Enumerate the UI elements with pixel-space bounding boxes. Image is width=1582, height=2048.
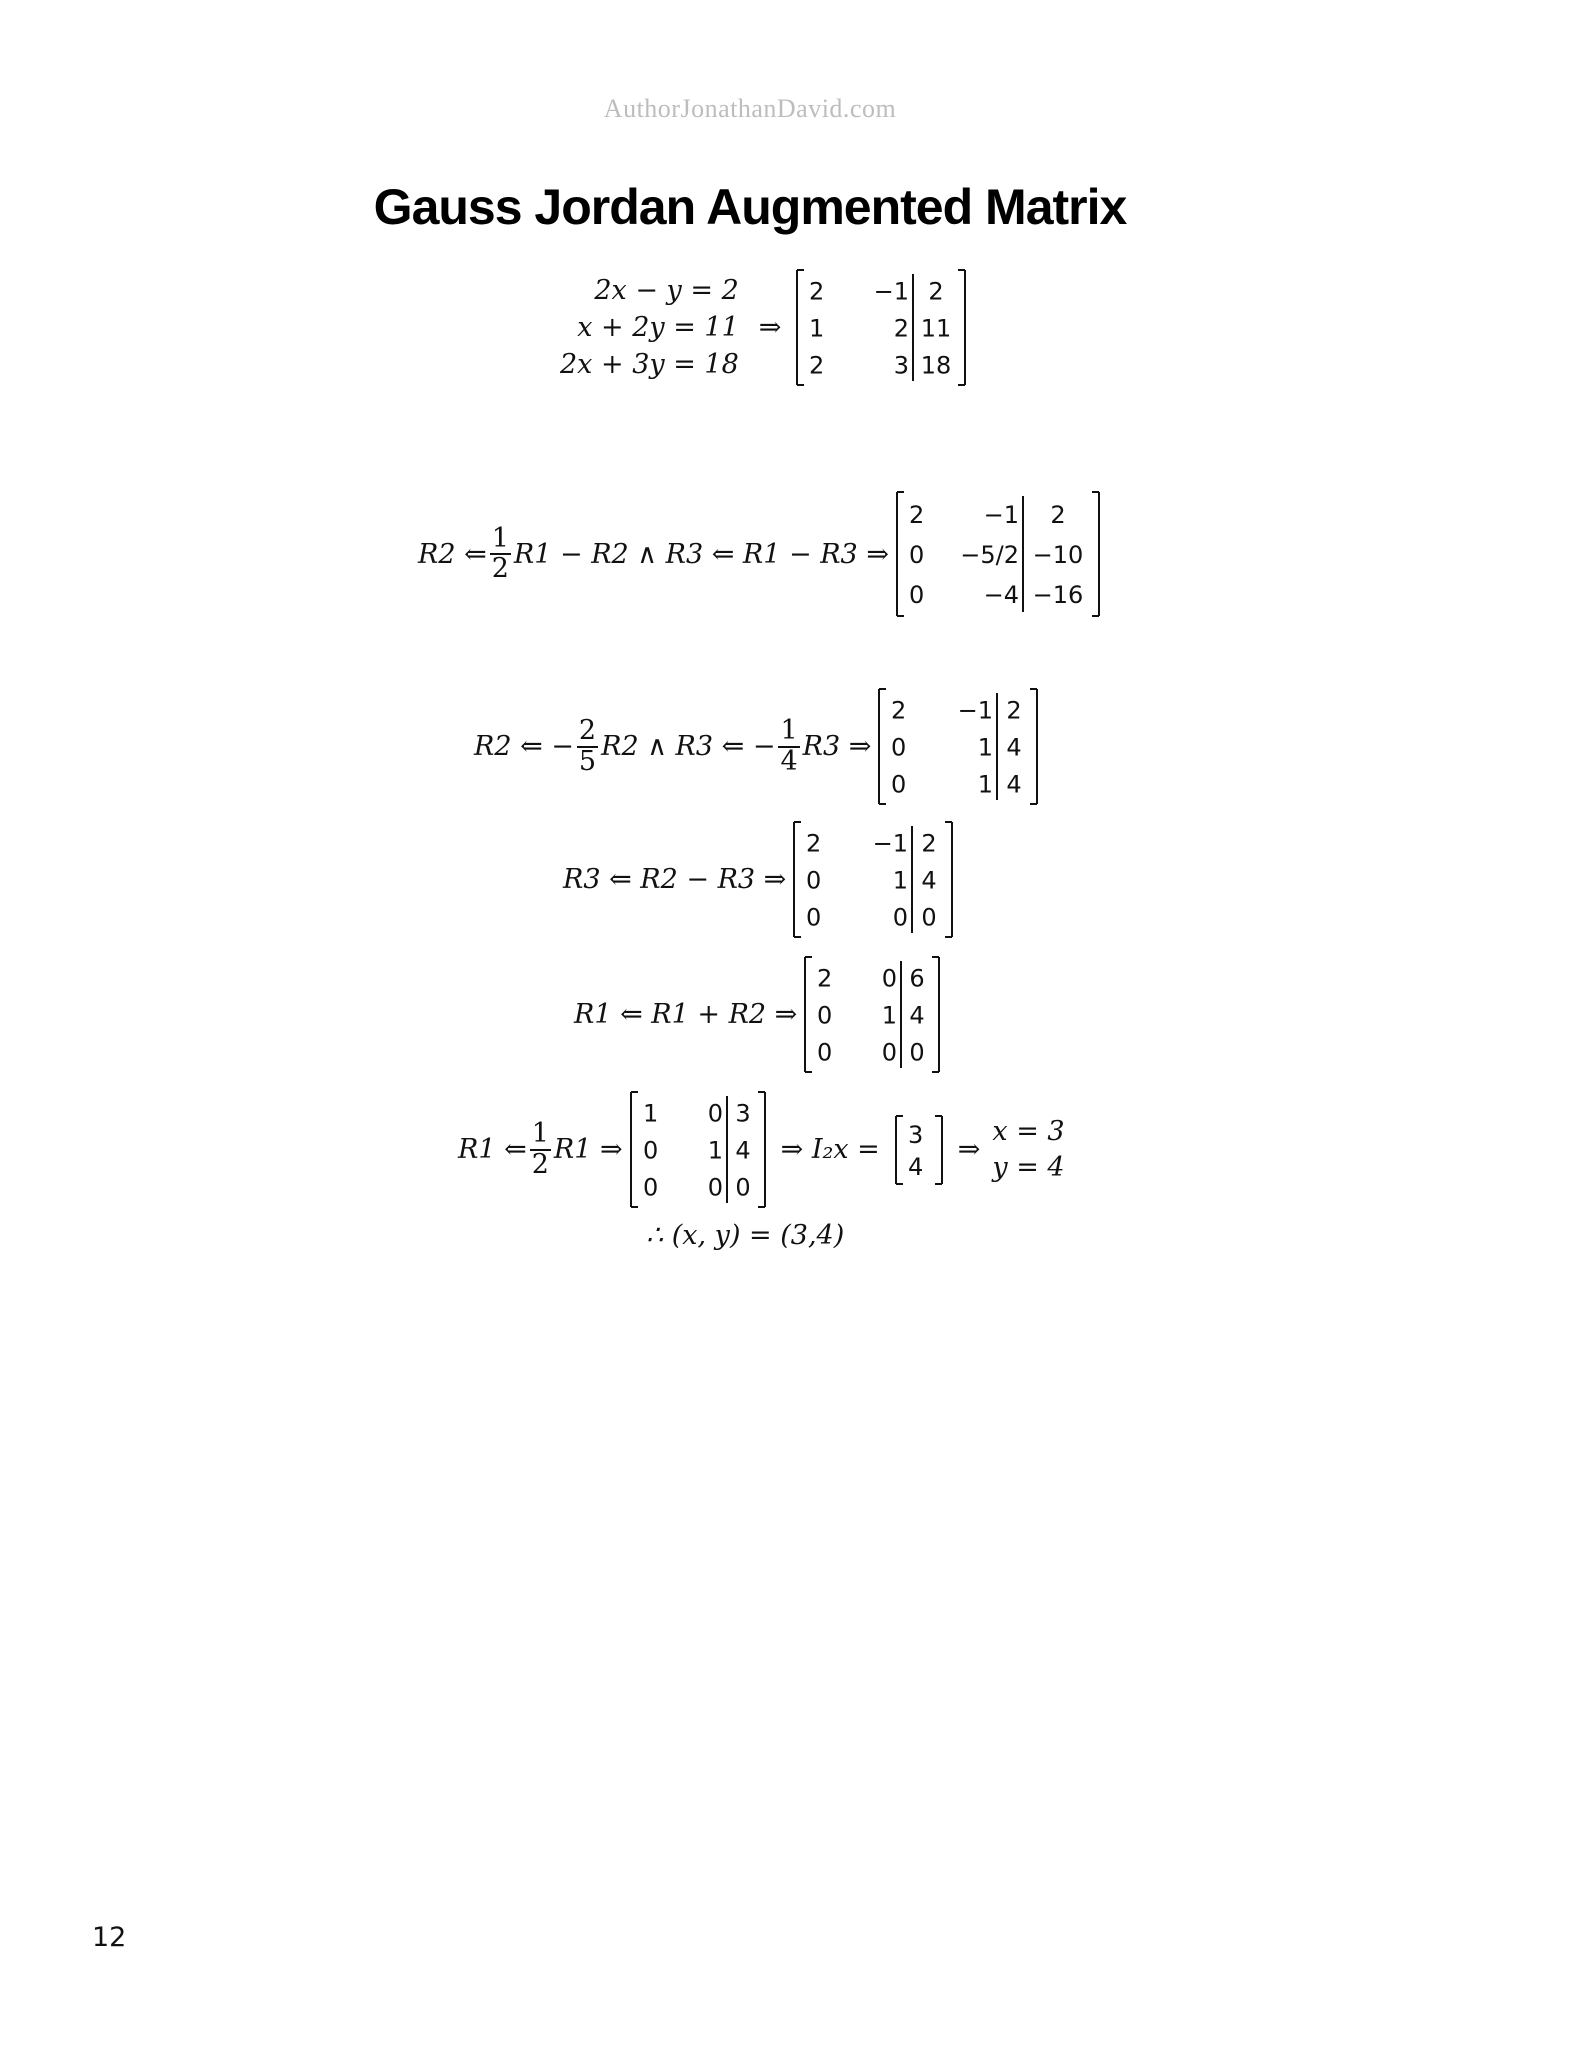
- augmented-matrix-step-5: [629, 1090, 767, 1209]
- matrix-cell: 0: [642, 1136, 658, 1165]
- matrix-cell: 0: [882, 964, 898, 993]
- matrix-cell: 2: [1050, 501, 1066, 529]
- matrix-cell: −5/2: [960, 541, 1019, 569]
- matrix-cell: 0: [806, 903, 822, 932]
- matrix-cell: −1: [957, 696, 994, 725]
- matrix-cell: 4: [1006, 770, 1023, 799]
- implies-arrow-final: ⇒: [957, 1134, 981, 1165]
- matrix-cell: 1: [809, 314, 825, 343]
- matrix-cell: 0: [921, 903, 937, 932]
- matrix-cell: 1: [642, 1099, 658, 1128]
- augmented-matrix-step-4: [803, 955, 941, 1074]
- step-2-row: [474, 687, 1045, 806]
- matrix-cell: 4: [921, 866, 937, 895]
- matrix-cell: 2: [928, 277, 945, 306]
- matrix-cell: 3: [907, 1120, 924, 1149]
- matrix-cell: 0: [909, 1038, 925, 1067]
- augmented-matrix-step-2: [877, 687, 1039, 806]
- matrix-cell: 18: [921, 351, 952, 380]
- matrix-cell: 2: [894, 314, 910, 343]
- implies-arrow: ⇒: [758, 312, 782, 343]
- step-2-operation-a: R2 ∧ R3 ⇐ −: [601, 731, 776, 762]
- step-4-row: [574, 955, 947, 1074]
- matrix-cell: 0: [817, 1038, 833, 1067]
- matrix-cell: −1: [874, 277, 910, 306]
- matrix-cell: 2: [817, 964, 833, 993]
- equation-3: 2x + 3y = 18: [560, 349, 739, 380]
- matrix-cell: 4: [909, 1001, 925, 1030]
- matrix-cell: 2: [809, 351, 825, 380]
- matrix-cell: 0: [891, 770, 907, 799]
- conclusion: ∴ (x, y) = (3,4): [646, 1220, 845, 1251]
- matrix-cell: 1: [882, 1001, 898, 1030]
- matrix-cell: 4: [907, 1152, 924, 1181]
- step-2-operation-b: R3 ⇒: [802, 731, 872, 762]
- step-2-lhs: R2 ⇐ −: [474, 731, 574, 762]
- solution-y: y = 4: [992, 1151, 1065, 1183]
- page-title: Gauss Jordan Augmented Matrix: [373, 179, 1127, 235]
- matrix-cell: 0: [893, 903, 909, 932]
- step-4-operation: R1 ⇐ R1 + R2 ⇒: [574, 999, 798, 1030]
- page-number: 12: [92, 1922, 127, 1953]
- matrix-cell: 1: [707, 1136, 723, 1165]
- result-vector: [894, 1114, 944, 1186]
- matrix-cell: 3: [734, 1099, 751, 1128]
- matrix-cell: 2: [809, 277, 825, 306]
- matrix-cell: −1: [872, 829, 909, 858]
- matrix-cell: 0: [908, 581, 925, 609]
- solution-x: x = 3: [992, 1115, 1065, 1147]
- step-2-fraction-b: $\frac{1}{4}$: [780, 715, 798, 777]
- matrix-cell: 0: [908, 541, 925, 569]
- matrix-cell: 0: [817, 1001, 833, 1030]
- matrix-cell: 2: [806, 829, 822, 858]
- equation-system: [560, 272, 739, 383]
- matrix-cell: −4: [983, 581, 1019, 609]
- matrix-cell: 11: [921, 314, 952, 343]
- matrix-cell: −10: [1032, 541, 1084, 569]
- step-5-fraction: $\frac{1}{2}$: [531, 1118, 549, 1180]
- matrix-cell: 3: [894, 351, 910, 380]
- augmented-matrix-initial: [795, 268, 967, 387]
- matrix-cell: 4: [734, 1136, 751, 1165]
- matrix-cell: 4: [1006, 733, 1023, 762]
- matrix-cell: 0: [707, 1173, 723, 1202]
- equation-1: 2x − y = 2: [594, 275, 739, 306]
- step-5-row: [458, 1090, 1077, 1209]
- step-3-row: [563, 820, 960, 939]
- matrix-cell: −1: [983, 501, 1019, 529]
- matrix-cell: 0: [891, 733, 907, 762]
- matrix-cell: 2: [921, 829, 937, 858]
- system-row: [560, 268, 973, 387]
- site-header: AuthorJonathanDavid.com: [603, 94, 897, 123]
- augmented-matrix-step-1: [895, 490, 1101, 618]
- step-1-operation: R1 − R2 ∧ R3 ⇐ R1 − R3 ⇒: [513, 538, 889, 570]
- equation-2: x + 2y = 11: [577, 312, 739, 343]
- matrix-cell: 0: [734, 1173, 751, 1202]
- matrix-cell: −16: [1032, 581, 1084, 609]
- step-5-lhs: R1 ⇐: [458, 1134, 527, 1165]
- step-1-fraction: $\frac{1}{2}$: [491, 522, 509, 584]
- matrix-cell: 0: [707, 1099, 723, 1128]
- matrix-cell: 1: [978, 770, 994, 799]
- identity-equation: ⇒ I₂x =: [780, 1134, 880, 1165]
- matrix-cell: 0: [882, 1038, 898, 1067]
- matrix-cell: 2: [891, 696, 907, 725]
- matrix-cell: 0: [806, 866, 822, 895]
- step-3-operation: R3 ⇐ R2 − R3 ⇒: [563, 864, 787, 895]
- matrix-cell: 1: [978, 733, 994, 762]
- solution-values: [992, 1114, 1064, 1186]
- step-2-fraction-a: $\frac{2}{5}$: [578, 715, 597, 777]
- matrix-cell: 1: [893, 866, 909, 895]
- augmented-matrix-step-3: [792, 820, 954, 939]
- matrix-cell: 2: [908, 501, 925, 529]
- step-5-operation: R1 ⇒: [553, 1134, 623, 1165]
- step-1-lhs: R2 ⇐: [418, 538, 487, 570]
- matrix-cell: 0: [642, 1173, 658, 1202]
- step-1-row: [418, 490, 1107, 618]
- matrix-cell: 6: [909, 964, 925, 993]
- matrix-cell: 2: [1006, 696, 1023, 725]
